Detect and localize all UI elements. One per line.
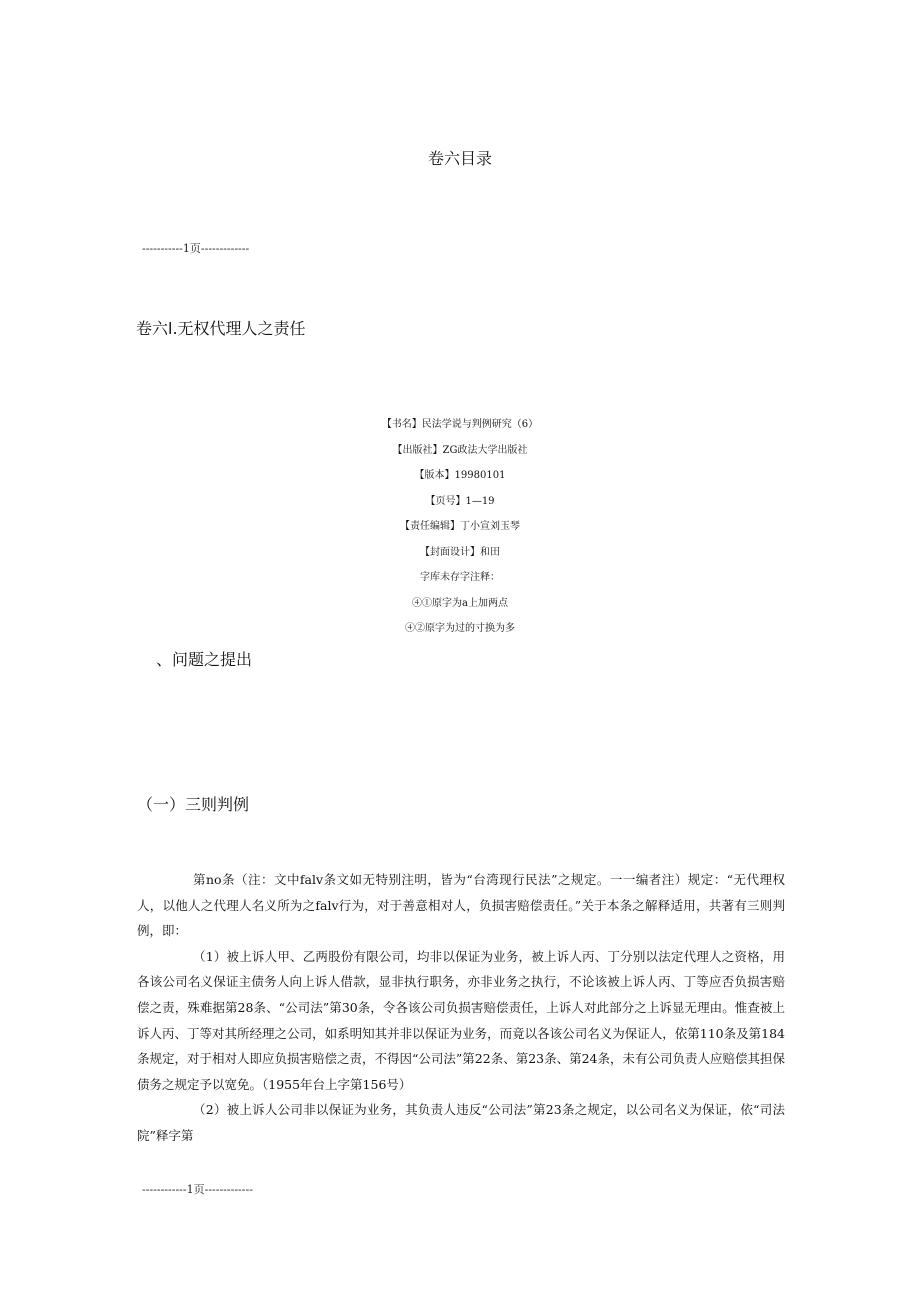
meta-missing-chars-note: 字库未存字注释： — [420, 572, 500, 583]
meta-editors: 【责任编辑】丁小宣刘玉琴 — [400, 521, 520, 532]
page-separator-bottom: ------------1页------------- — [142, 1183, 253, 1196]
subsection-heading: （一）三则判例 — [137, 795, 250, 814]
meta-book-name: 【书名】民法学说与判例研究（6） — [381, 419, 539, 430]
section-heading: 、问题之提出 — [156, 650, 253, 669]
meta-edition: 【版本】19980101 — [414, 470, 506, 481]
meta-publisher: 【出版社】ZG政法大学出版社 — [392, 444, 528, 456]
meta-note-2: ④②原字为过的寸换为多 — [405, 623, 515, 634]
book-metadata — [0, 412, 920, 642]
body-text — [137, 867, 785, 1149]
toc-title: 卷六目录 — [427, 149, 492, 168]
paragraph: 第no条（注：文中falv条文如无特别注明，皆为“台湾现行民法”之规定。一一编者注）规定：“无代理权人，以他人之代理人名义所为之falv行为，对于善意相对人，负损害赔偿责任。”关于本条之解释适用，共著有三则判例，即： — [137, 872, 785, 939]
meta-note-1: ④①原字为a上加两点 — [412, 597, 508, 609]
page-separator-top: -----------1页------------- — [142, 242, 250, 255]
paragraph: （1）被上诉人甲、乙两股份有限公司，均非以保证为业务，被上诉人丙、丁分别以法定代理人之资格，用各该公司名义保证主债务人向上诉人借款，显非执行职务，亦非业务之执行，不论该被上诉人丙、丁等应否负损害赔偿之责，殊难据第28条、“公司法”第30条，令各该公司负损害赔偿责任，上诉人对此部分之上诉显无理由。惟查被上诉人丙、丁等对其所经理之公司，如系明知其并非以保证为业务，而竟以各该公司名义为保证人，依第110条及第184条规定，对于相对人即应负损害赔偿之责，不得因“公司法”第22条、第23条、第24条，未有公司负责人应赔偿其担保债务之规定予以宽免。（1955年台上字第156号） — [137, 948, 786, 1092]
paragraph: （2）被上诉人公司非以保证为业务，其负责人违反“公司法”第23条之规定，以公司名义为保证，依“司法院”释字第 — [137, 1102, 785, 1143]
meta-pages: 【页号】1—19 — [425, 495, 495, 507]
chapter-title: 卷六l.无权代理人之责任 — [136, 319, 306, 338]
meta-cover-design: 【封面设计】和田 — [420, 546, 500, 558]
